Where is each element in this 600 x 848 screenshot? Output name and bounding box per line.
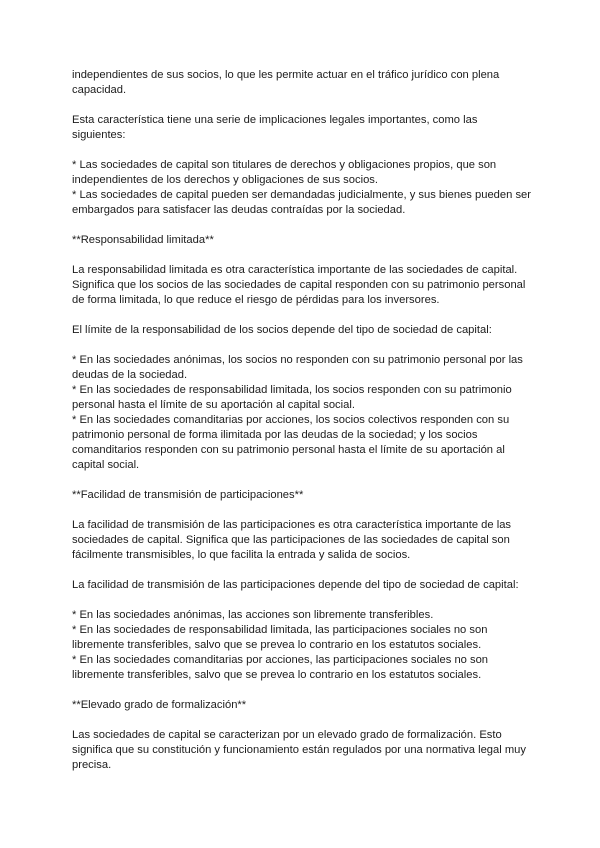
text-line: fácilmente transmisibles, lo que facilita la entrada y salida de socios. <box>72 549 411 561</box>
text-line: de forma limitada, lo que reduce el riesgo de pérdidas para los inversores. <box>72 294 440 306</box>
implications-list <box>72 158 532 218</box>
list-item: deudas de la sociedad. <box>72 369 188 381</box>
list-item: comanditarios responden con su patrimonio personal hasta el límite de su aportación al <box>72 444 505 456</box>
text-line: Las sociedades de capital se caracterizan por un elevado grado de formalización. Esto <box>72 729 502 741</box>
text-line: siguientes: <box>72 129 126 141</box>
list-item: libremente transferibles, salvo que se prevea lo contrario en los estatutos sociales. <box>72 639 482 651</box>
section-heading-responsabilidad: **Responsabilidad limitada** <box>72 234 214 246</box>
formalizacion-paragraph <box>72 728 532 773</box>
list-item: * En las sociedades anónimas, los socios no responden con su patrimonio personal por las <box>72 354 523 366</box>
limite-list <box>72 353 532 473</box>
responsabilidad-paragraph <box>72 263 532 308</box>
text-line: capacidad. <box>72 84 127 96</box>
list-item: * En las sociedades de responsabilidad limitada, las participaciones sociales no son <box>72 624 488 636</box>
text-line: independientes de sus socios, lo que les permite actuar en el tráfico jurídico con plena <box>72 69 500 81</box>
text-line: La facilidad de transmisión de las participaciones es otra característica importante de las <box>72 519 512 531</box>
intro-paragraph <box>72 68 532 98</box>
list-item: independientes de los derechos y obligaciones de sus socios. <box>72 174 378 186</box>
list-item: * Las sociedades de capital son titulares de derechos y obligaciones propios, que son <box>72 159 497 171</box>
list-item: capital social. <box>72 459 140 471</box>
list-item: libremente transferibles, salvo que se prevea lo contrario en los estatutos sociales. <box>72 669 482 681</box>
text-line: Esta característica tiene una serie de implicaciones legales importantes, como las <box>72 114 478 126</box>
text-line: Significa que los socios de las sociedades de capital responden con su patrimonio personal <box>72 279 526 291</box>
text-line: significa que su constitución y funcionamiento están regulados por una normativa legal muy <box>72 744 526 756</box>
text-line: El límite de la responsabilidad de los socios depende del tipo de sociedad de capital: <box>72 324 492 336</box>
list-item: patrimonio personal de forma ilimitada por las deudas de la sociedad; y los socios <box>72 429 478 441</box>
list-item: * Las sociedades de capital pueden ser demandadas judicialmente, y sus bienes pueden ser <box>72 189 531 201</box>
transmision-list <box>72 608 532 683</box>
text-line: La facilidad de transmisión de las participaciones depende del tipo de sociedad de capital: <box>72 579 519 591</box>
list-item: embargados para satisfacer las deudas contraídas por la sociedad. <box>72 204 406 216</box>
list-item: personal hasta el límite de su aportación al capital social. <box>72 399 355 411</box>
list-item: * En las sociedades comanditarias por acciones, las participaciones sociales no son <box>72 654 489 666</box>
document-page <box>72 68 532 788</box>
text-line: La responsabilidad limitada es otra característica importante de las sociedades de capital. <box>72 264 518 276</box>
text-line: precisa. <box>72 759 112 771</box>
transmision-paragraph <box>72 518 532 563</box>
list-item: * En las sociedades de responsabilidad limitada, los socios responden con su patrimonio <box>72 384 512 396</box>
transmision-depende-paragraph <box>72 578 532 593</box>
text-line: sociedades de capital. Significa que las participaciones de las sociedades de capital son <box>72 534 510 546</box>
limite-paragraph <box>72 323 532 338</box>
list-item: * En las sociedades comanditarias por acciones, los socios colectivos responden con su <box>72 414 510 426</box>
implications-paragraph <box>72 113 532 143</box>
section-heading-transmision: **Facilidad de transmisión de participaciones** <box>72 489 304 501</box>
section-heading-formalizacion: **Elevado grado de formalización** <box>72 699 247 711</box>
list-item: * En las sociedades anónimas, las acciones son libremente transferibles. <box>72 609 434 621</box>
